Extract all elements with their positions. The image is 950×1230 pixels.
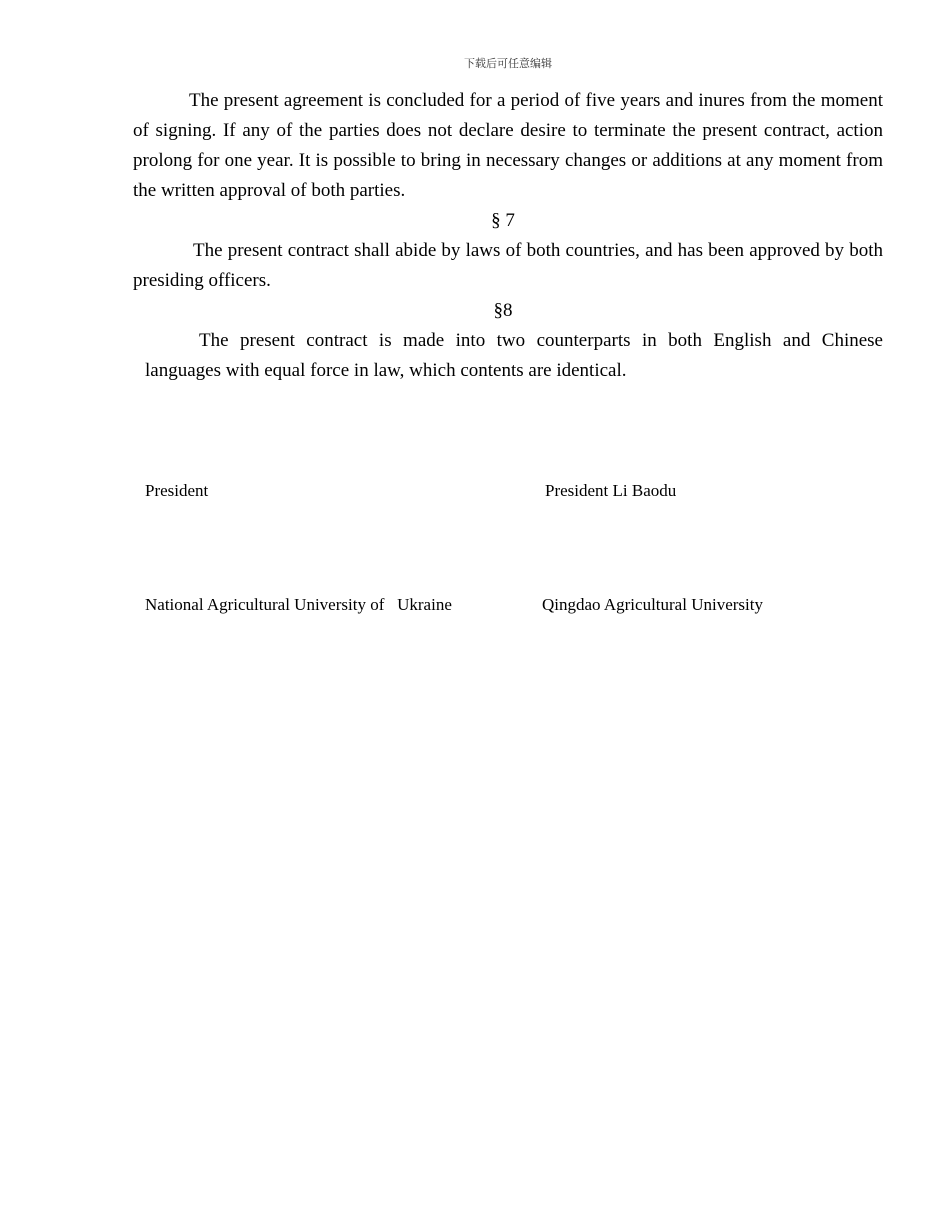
header-note: 下载后可任意编辑 <box>464 57 552 70</box>
section-7-heading: § 7 <box>491 210 515 231</box>
paragraph-laws: The present contract shall abide by laws of both countries, and has been approved by both presiding officers. <box>133 240 883 291</box>
section-8-heading: §8 <box>493 300 513 321</box>
signature-right-organization: Qingdao Agricultural University <box>542 595 763 614</box>
paragraph-counterparts: The present contract is made into two counterparts in both English and Chinese languages with equal force in law, which contents are identical. <box>145 330 883 381</box>
signature-left-organization: National Agricultural University of Ukraine <box>145 595 452 614</box>
signature-right-title: President Li Baodu <box>545 481 677 500</box>
paragraph-term: The present agreement is concluded for a period of five years and inures from the moment of signing. If any of the parties does not declare desire to terminate the present contract, action prolong for one year. It is possible to bring in necessary changes or additions at any moment from the written approval of both parties. <box>133 90 883 201</box>
signature-left-title: President <box>145 481 209 500</box>
